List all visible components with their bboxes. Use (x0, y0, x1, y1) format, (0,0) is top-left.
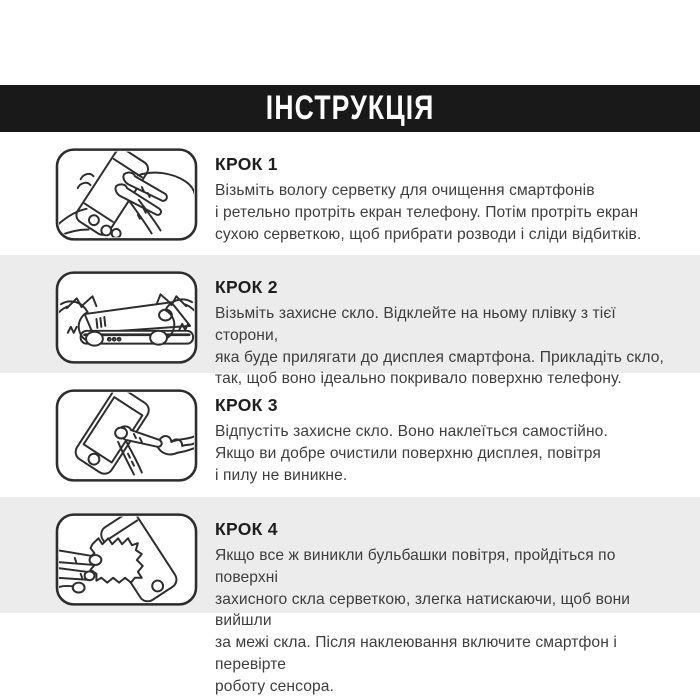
step-text-line: роботу сенсора. (215, 677, 334, 695)
step-text-line: і ретельно протріть екран телефону. Потім протріть екран (215, 203, 639, 221)
wipe-bubbles-icon (55, 512, 198, 607)
press-screen-icon (55, 388, 198, 483)
step-label: КРОК 2 (215, 277, 278, 297)
step3-text (215, 395, 608, 486)
step2-illustration (55, 270, 198, 365)
step4-text (215, 519, 680, 698)
step-text-line: і пилу не виникне. (215, 466, 348, 484)
step1-text (215, 154, 641, 245)
step-text-line: Візьміть захисне скло. Відклейте на ньому плівку з тієї сторони, (215, 305, 616, 344)
step-label: КРОК 3 (215, 395, 278, 415)
step-text-line: так, щоб воно ідеально покривало поверхню телефону. (215, 370, 622, 388)
step-row-2 (0, 255, 700, 388)
step2-text (215, 277, 680, 390)
step-text-line: Візьміть вологу серветку для очищення смартфонів (215, 182, 595, 199)
step-text-line: за межі скла. Після наклеювання включите смартфон і перевірте (215, 634, 617, 673)
step-text-line: Якщо все ж виникли бульбашки повітря, пройдіться по поверхні (215, 547, 616, 586)
step-row-4 (0, 497, 700, 695)
step-text-line: Якщо ви добре очистили поверхню дисплея, повітря (215, 444, 601, 462)
step-text-line: сухою серветкою, щоб прибрати розводи і сліди відбитків. (215, 225, 642, 243)
step-row-1 (0, 132, 700, 255)
step1-illustration (55, 147, 198, 242)
step-label: КРОК 1 (215, 154, 278, 174)
step-row-3 (0, 373, 700, 497)
step-text-line: яка буде прилягати до дисплея смартфона. Прикладіть скло, (215, 348, 664, 366)
page-title: ІНСТРУКЦІЯ (265, 89, 435, 127)
step3-illustration (55, 388, 198, 483)
step-text-line: захисного скла серветкою, злегка натискаючи, щоб вони вийшли (215, 590, 631, 630)
apply-glass-icon (55, 270, 198, 365)
step-text-line: Відпустіть захисне скло. Воно наклеїться самостійно. (215, 423, 608, 440)
title-banner (0, 85, 700, 132)
step4-illustration (55, 512, 198, 607)
steps-list (0, 132, 700, 695)
wipe-phone-icon (55, 147, 198, 242)
step-label: КРОК 4 (215, 519, 278, 539)
